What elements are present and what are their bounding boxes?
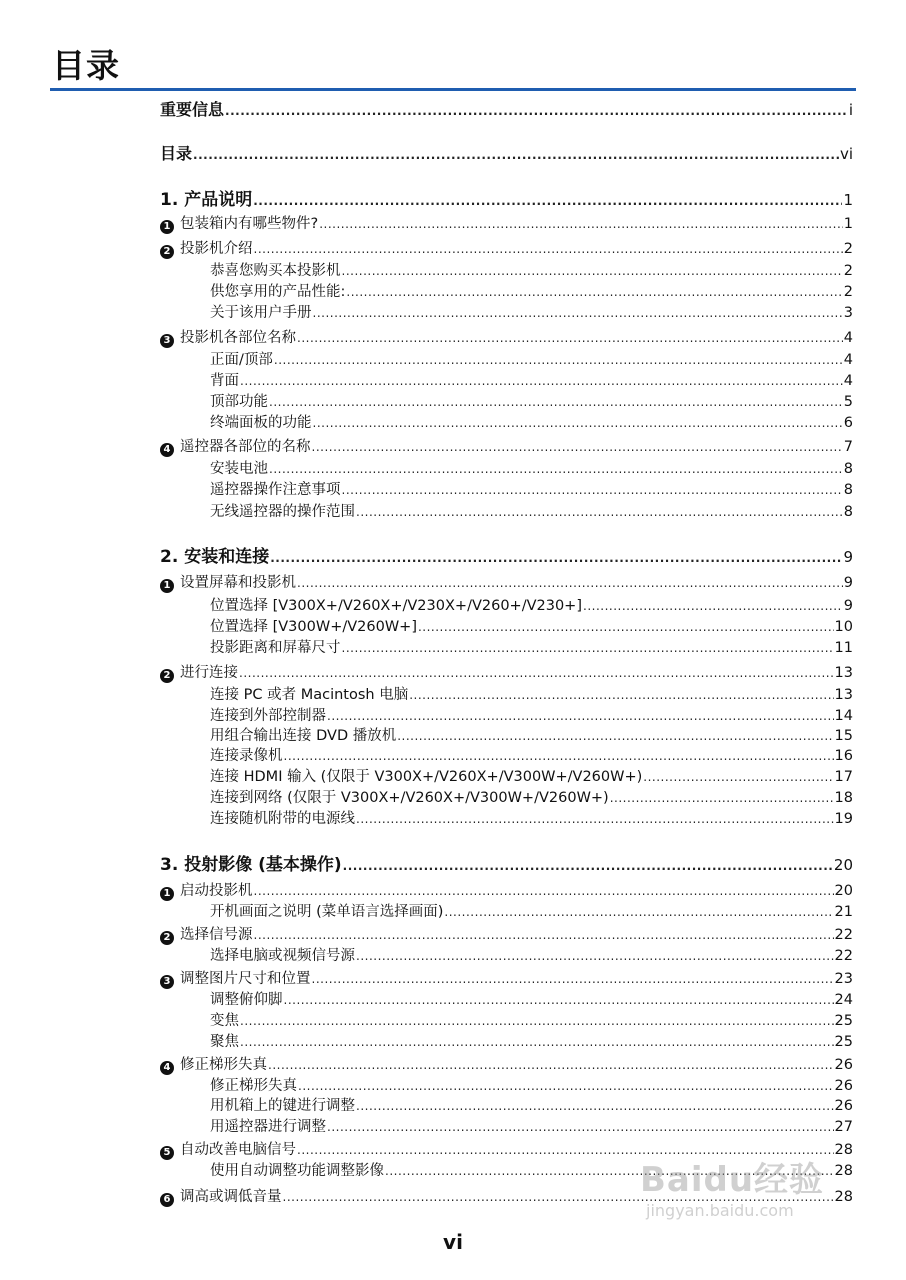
dot-leader <box>240 372 843 391</box>
toc-entry-text: 投影机介绍 <box>180 241 253 257</box>
toc-entry-label <box>210 686 408 705</box>
toc-page-number: 6 <box>843 415 853 431</box>
toc-page-number: 9 <box>843 548 853 566</box>
toc-entry[interactable] <box>160 970 853 989</box>
toc-bullet-number: 1 <box>160 579 174 593</box>
toc-entry[interactable] <box>210 304 853 323</box>
toc-entry-text: 位置选择 [V300X+/V260X+/V230X+/V260+/V230+] <box>210 598 582 614</box>
toc-entry-text: 连接录像机 <box>210 748 283 764</box>
toc-page-number: 13 <box>834 665 853 681</box>
toc-entry-label <box>210 351 273 370</box>
toc-entry[interactable] <box>160 856 853 876</box>
dot-leader <box>409 686 833 705</box>
toc-page-number: 8 <box>843 504 853 520</box>
watermark-brand: Baidu经验 <box>640 1160 825 1200</box>
watermark <box>640 1152 860 1242</box>
toc-entry-label <box>210 597 582 616</box>
toc-page-number: 3 <box>843 305 853 321</box>
toc-bullet-number: 2 <box>160 245 174 259</box>
toc-page-number: 26 <box>834 1057 853 1073</box>
toc-entry-label <box>210 707 326 726</box>
toc-entry[interactable] <box>210 481 853 500</box>
toc-entry-label <box>160 191 252 210</box>
toc-entry[interactable] <box>210 747 853 766</box>
toc-entry-label <box>160 574 296 593</box>
toc-page-number: 9 <box>843 598 853 614</box>
dot-leader <box>193 144 839 165</box>
toc-page-number: 15 <box>834 728 853 744</box>
toc-entry-text: 用机箱上的键进行调整 <box>210 1098 355 1114</box>
dot-leader <box>225 100 848 121</box>
dot-leader <box>319 215 843 234</box>
toc-entry[interactable] <box>160 215 853 234</box>
toc-entry[interactable] <box>210 639 853 658</box>
toc-page-number: 28 <box>834 1189 853 1205</box>
toc-entry-text: 供您享用的产品性能: <box>210 284 346 300</box>
toc-entry-label <box>210 414 312 433</box>
toc-entry[interactable] <box>160 664 853 683</box>
toc-page-number: 8 <box>843 482 853 498</box>
toc-entry[interactable] <box>210 351 853 370</box>
toc-entry-text: 用遥控器进行调整 <box>210 1119 326 1135</box>
toc-page-number: 9 <box>843 575 853 591</box>
toc-entry-label <box>210 372 239 391</box>
toc-entry[interactable] <box>210 727 853 746</box>
dot-leader <box>313 414 843 433</box>
toc-bullet-number: 6 <box>160 1193 174 1207</box>
toc-entry-text: 3. 投射影像 (基本操作) <box>160 855 342 875</box>
dot-leader <box>342 481 843 500</box>
toc-entry[interactable] <box>210 789 853 808</box>
toc-entry-text: 终端面板的功能 <box>210 415 312 431</box>
toc-entry-label <box>210 503 355 522</box>
dot-leader <box>342 639 834 658</box>
dot-leader <box>610 789 834 808</box>
toc-entry-text: 恭喜您购买本投影机 <box>210 263 341 279</box>
toc-page-number: 16 <box>834 748 853 764</box>
toc-entry-text: 连接到外部控制器 <box>210 708 326 724</box>
dot-leader <box>270 548 842 568</box>
toc-entry-text: 位置选择 [V300W+/V260W+] <box>210 619 417 635</box>
toc-page-number: 26 <box>834 1098 853 1114</box>
toc-page-number: 1 <box>843 191 853 209</box>
toc-entry[interactable] <box>160 882 853 901</box>
dot-leader <box>239 664 834 683</box>
toc-page-number: 4 <box>843 373 853 389</box>
toc-entry-label <box>210 747 283 766</box>
toc-entry[interactable] <box>160 329 853 348</box>
toc-entry-label <box>160 1141 296 1160</box>
dot-leader <box>444 903 833 922</box>
toc-entry-label <box>210 1097 355 1116</box>
dot-leader <box>418 618 834 637</box>
toc-entry-text: 连接到网络 (仅限于 V300X+/V260X+/V300W+/V260W+) <box>210 790 609 806</box>
page-number: vi <box>443 1230 463 1254</box>
toc-entry-text: 2. 安装和连接 <box>160 547 270 567</box>
toc-bullet-number: 3 <box>160 334 174 348</box>
toc-page-number: 7 <box>843 439 853 455</box>
toc-entry-label <box>210 262 341 281</box>
toc-entry-text: 调高或调低音量 <box>180 1189 282 1205</box>
toc-page-number: 11 <box>834 640 853 656</box>
toc-entry-text: 1. 产品说明 <box>160 190 253 210</box>
dot-leader <box>298 1077 834 1096</box>
toc-entry-text: 开机画面之说明 (菜单语言选择画面) <box>210 904 444 920</box>
toc-page-number: 17 <box>834 769 853 785</box>
toc-entry-text: 变焦 <box>210 1013 239 1029</box>
toc-entry-text: 选择电脑或视频信号源 <box>210 948 355 964</box>
toc-page-number: 19 <box>834 811 853 827</box>
toc-entry-text: 调整图片尺寸和位置 <box>180 971 311 987</box>
toc-page-number: 28 <box>834 1163 853 1179</box>
toc-entry[interactable] <box>210 1097 853 1116</box>
toc-bullet-number: 3 <box>160 975 174 989</box>
toc-entry[interactable] <box>160 574 853 593</box>
toc-entry[interactable] <box>210 1033 853 1052</box>
toc-entry-text: 重要信息 <box>160 100 225 119</box>
toc-entry-label <box>160 664 238 683</box>
toc-entry-label <box>210 304 312 323</box>
toc-entry-text: 设置屏幕和投影机 <box>180 575 296 591</box>
toc-entry[interactable] <box>210 768 853 787</box>
toc-entry-text: 连接 HDMI 输入 (仅限于 V300X+/V260X+/V300W+/V260W+) <box>210 769 643 785</box>
toc-entry-label <box>160 215 318 234</box>
toc-entry-text: 安装电池 <box>210 461 268 477</box>
toc-page-number: 22 <box>834 927 853 943</box>
toc-page-number: i <box>848 101 853 119</box>
toc-page-number: 4 <box>843 330 853 346</box>
toc-entry-text: 自动改善电脑信号 <box>180 1142 296 1158</box>
toc-page-number: 2 <box>843 241 853 257</box>
toc-page-number: 21 <box>834 904 853 920</box>
toc-page-number: 2 <box>843 284 853 300</box>
dot-leader <box>346 283 842 302</box>
toc-entry-label <box>160 548 269 567</box>
dot-leader <box>274 351 843 370</box>
toc-page-number: 25 <box>834 1013 853 1029</box>
dot-leader <box>312 970 834 989</box>
toc-entry[interactable] <box>210 707 853 726</box>
toc-entry-text: 连接 PC 或者 Macintosh 电脑 <box>210 687 409 703</box>
dot-leader <box>284 747 834 766</box>
toc-entry[interactable] <box>210 686 853 705</box>
toc-page-number: 10 <box>834 619 853 635</box>
toc-entry-text: 修正梯形失真 <box>180 1057 267 1073</box>
toc-entry[interactable] <box>160 548 853 568</box>
toc-bullet-number: 1 <box>160 220 174 234</box>
toc-entry-text: 投影距离和屏幕尺寸 <box>210 640 341 656</box>
toc-entry-label <box>210 481 341 500</box>
dot-leader <box>253 191 842 211</box>
dot-leader <box>356 947 834 966</box>
toc-entry-label <box>210 1162 384 1181</box>
toc-entry-text: 目录 <box>160 144 193 163</box>
toc-entry[interactable] <box>160 191 853 211</box>
toc-bullet-number: 5 <box>160 1146 174 1160</box>
dot-leader <box>297 574 843 593</box>
toc-page-number: 22 <box>834 948 853 964</box>
toc-page-number: 2 <box>843 263 853 279</box>
toc-entry-label <box>210 1118 326 1137</box>
dot-leader <box>313 304 843 323</box>
toc-entry-label <box>210 393 268 412</box>
toc-entry-text: 调整俯仰脚 <box>210 992 283 1008</box>
toc-entry-text: 背面 <box>210 373 239 389</box>
toc-page-number: 25 <box>834 1034 853 1050</box>
dot-leader <box>312 438 843 457</box>
toc-page-number: 4 <box>843 352 853 368</box>
toc-entry-label <box>160 329 296 348</box>
toc-entry[interactable] <box>210 618 853 637</box>
toc-bullet-number: 4 <box>160 1061 174 1075</box>
toc-entry-label <box>160 100 224 119</box>
toc-page-number: 20 <box>833 856 853 874</box>
dot-leader <box>327 707 834 726</box>
dot-leader <box>297 329 843 348</box>
toc-entry-label <box>160 438 311 457</box>
toc-entry-label <box>160 882 253 901</box>
toc-entry-label <box>160 1188 282 1207</box>
toc-bullet-number: 2 <box>160 931 174 945</box>
toc-entry-label <box>210 639 341 658</box>
toc-entry[interactable] <box>210 903 853 922</box>
toc-bullet-number: 2 <box>160 669 174 683</box>
toc-entry-label <box>160 926 253 945</box>
toc-page-number: 28 <box>834 1142 853 1158</box>
dot-leader <box>397 727 833 746</box>
toc-entry-text: 投影机各部位名称 <box>180 330 296 346</box>
toc-entry-label <box>160 240 253 259</box>
dot-leader <box>268 1056 834 1075</box>
toc-entry[interactable] <box>210 283 853 302</box>
toc-entry-label <box>210 283 345 302</box>
toc-entry[interactable] <box>210 947 853 966</box>
toc-entry-label <box>160 856 342 875</box>
toc-page-number: 23 <box>834 971 853 987</box>
toc-entry-label <box>160 970 311 989</box>
toc-page-number: 1 <box>843 216 853 232</box>
toc-entry-label <box>160 144 192 163</box>
toc-entry-label <box>210 1012 239 1031</box>
toc-entry[interactable] <box>210 810 853 829</box>
toc-entry-text: 正面/顶部 <box>210 352 273 368</box>
toc-bullet-number: 4 <box>160 443 174 457</box>
toc-entry-label <box>210 947 355 966</box>
dot-leader <box>356 503 843 522</box>
toc-entry[interactable] <box>210 1077 853 1096</box>
dot-leader <box>342 262 843 281</box>
toc-page-number: 20 <box>834 883 853 899</box>
toc-entry[interactable] <box>210 414 853 433</box>
toc-entry-text: 关于该用户手册 <box>210 305 312 321</box>
toc-entry[interactable] <box>210 262 853 281</box>
dot-leader <box>356 1097 834 1116</box>
dot-leader <box>254 882 834 901</box>
toc-entry-label <box>160 1056 267 1075</box>
toc-entry-text: 修正梯形失真 <box>210 1078 297 1094</box>
toc-page-number: 18 <box>834 790 853 806</box>
dot-leader <box>269 460 843 479</box>
toc-entry[interactable] <box>210 393 853 412</box>
toc-entry-text: 连接随机附带的电源线 <box>210 811 355 827</box>
toc-entry-label <box>210 810 355 829</box>
toc-page-number: 27 <box>834 1119 853 1135</box>
toc-page-number: 5 <box>843 394 853 410</box>
toc-entry-text: 无线遥控器的操作范围 <box>210 504 355 520</box>
toc-entry[interactable] <box>210 503 853 522</box>
toc-page-number: 26 <box>834 1078 853 1094</box>
dot-leader <box>269 393 843 412</box>
toc-entry[interactable] <box>160 144 853 165</box>
toc-entry-label <box>210 903 443 922</box>
page-title: 目录 <box>52 46 120 85</box>
toc-bullet-number: 1 <box>160 887 174 901</box>
toc-entry-label <box>210 768 642 787</box>
toc-entry-label <box>210 460 268 479</box>
dot-leader <box>254 240 843 259</box>
watermark-url: jingyan.baidu.com <box>646 1201 794 1220</box>
toc-entry-label <box>210 789 609 808</box>
dot-leader <box>643 768 833 787</box>
toc-entry[interactable] <box>210 991 853 1010</box>
toc-entry[interactable] <box>210 1118 853 1137</box>
toc-entry-text: 遥控器各部位的名称 <box>180 439 311 455</box>
toc-entry-label <box>210 618 417 637</box>
toc-entry[interactable] <box>160 240 853 259</box>
toc-entry-text: 选择信号源 <box>180 927 253 943</box>
toc-page-number: 8 <box>843 461 853 477</box>
dot-leader <box>240 1012 834 1031</box>
dot-leader <box>327 1118 834 1137</box>
toc-entry-text: 用组合输出连接 DVD 播放机 <box>210 728 397 744</box>
toc-page-number: 24 <box>834 992 853 1008</box>
toc-entry[interactable] <box>160 926 853 945</box>
toc-entry-label <box>210 991 283 1010</box>
toc-entry-text: 聚焦 <box>210 1034 239 1050</box>
toc-entry-text: 使用自动调整功能调整影像 <box>210 1163 384 1179</box>
dot-leader <box>254 926 834 945</box>
dot-leader <box>343 856 833 876</box>
toc-entry[interactable] <box>210 460 853 479</box>
dot-leader <box>240 1033 834 1052</box>
toc-page-number: 14 <box>834 708 853 724</box>
toc-entry-text: 启动投影机 <box>180 883 253 899</box>
toc-entry[interactable] <box>210 372 853 391</box>
toc-page-number: vi <box>839 145 853 163</box>
toc-entry-text: 遥控器操作注意事项 <box>210 482 341 498</box>
toc-page-number: 13 <box>834 687 853 703</box>
toc-entry-label <box>210 1077 297 1096</box>
dot-leader <box>284 991 834 1010</box>
toc-entry[interactable] <box>160 100 853 121</box>
toc-entry-text: 进行连接 <box>180 665 238 681</box>
toc-entry-text: 包装箱内有哪些物件? <box>180 216 319 232</box>
dot-leader <box>583 597 843 616</box>
toc-entry-label <box>210 727 396 746</box>
toc-entry-label <box>210 1033 239 1052</box>
dot-leader <box>356 810 834 829</box>
toc-entry-text: 顶部功能 <box>210 394 268 410</box>
toc-entry[interactable] <box>210 1012 853 1031</box>
toc-entry[interactable] <box>160 438 853 457</box>
toc-entry[interactable] <box>160 1056 853 1075</box>
toc-entry[interactable] <box>210 597 853 616</box>
